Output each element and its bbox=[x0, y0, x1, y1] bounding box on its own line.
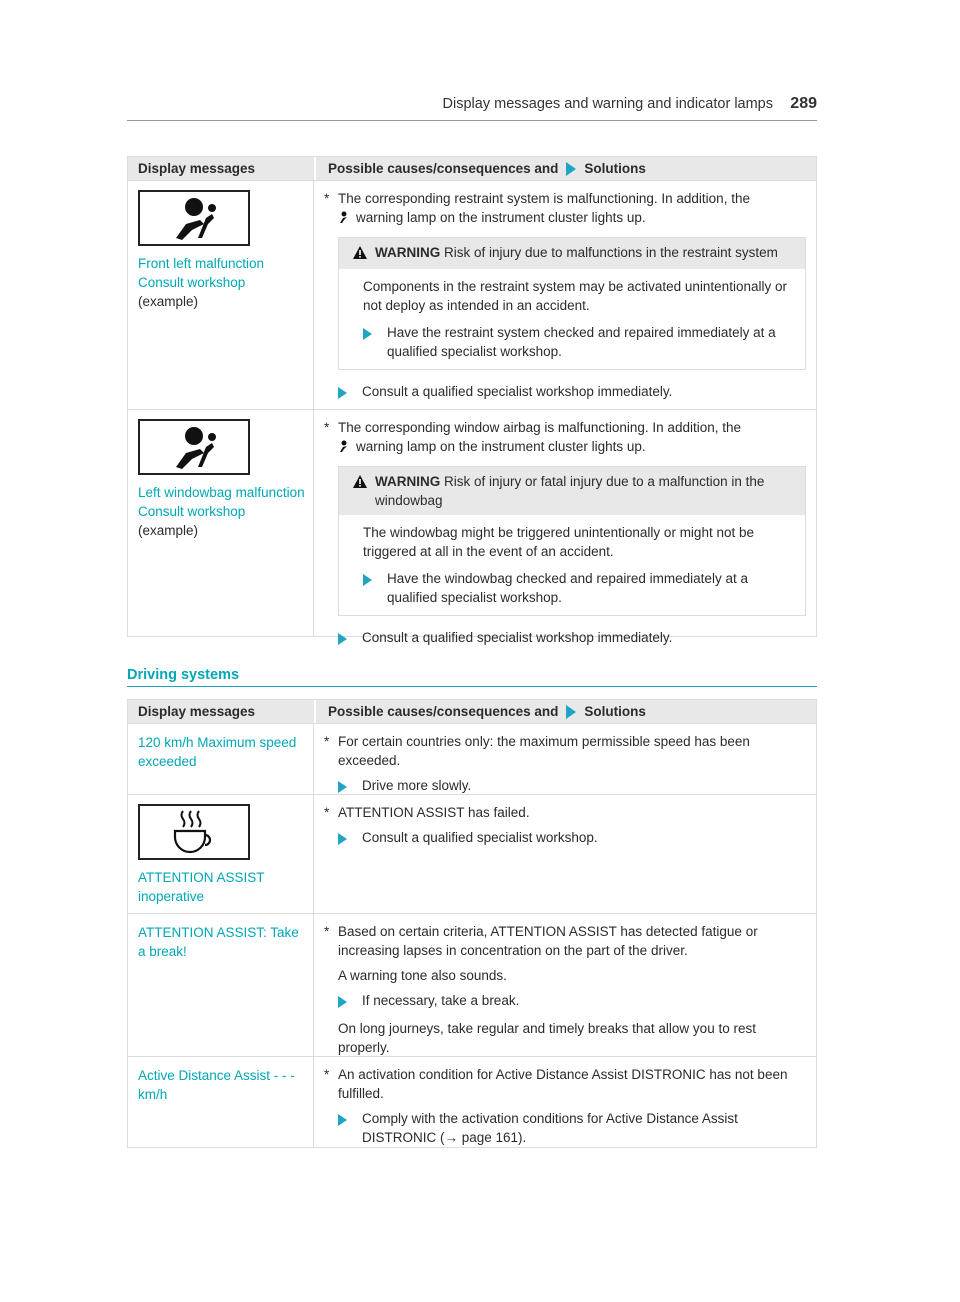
step-arrow-icon bbox=[338, 628, 362, 650]
message-text: ATTENTION ASSIST: Take a break! bbox=[138, 925, 299, 959]
airbag-warning-icon bbox=[138, 190, 250, 246]
table-row: ATTENTION ASSIST: Take a break! * Based on certain criteria, ATTENTION ASSIST has detected fatigue or increasing lapses in concentration on the part of the driver. A warning tone also sounds. If necessary, take a break. On long journeys, take regular and timely breaks that allow you to rest properly. bbox=[128, 913, 816, 1056]
coffee-cup-icon bbox=[138, 804, 250, 860]
warning-box: WARNING Risk of injury due to malfunctions in the restraint system Components in the restraint system may be activated unintentionally or not deploy as intended in an accident. Have the restraint system checked and repaired immediately at a qualified specialist workshop. bbox=[338, 237, 806, 370]
warning-triangle-icon bbox=[353, 472, 375, 510]
warning-triangle-icon bbox=[353, 243, 375, 264]
warning-box: WARNING Risk of injury or fatal injury due to a malfunction in the windowbag The windowbag might be triggered unintentionally or might not be triggered at all in the event of an accident. Have the windowbag checked and repaired immediately at a qualified specialist workshop. bbox=[338, 466, 806, 616]
restraint-table bbox=[127, 156, 817, 645]
step-arrow-icon bbox=[338, 828, 362, 850]
header-title: Display messages and warning and indicator lamps bbox=[442, 96, 773, 112]
table-row: ATTENTION ASSIST inoperative * ATTENTION ASSIST has failed. Consult a qualified specialist workshop. bbox=[128, 794, 816, 913]
message-text: Front left malfunction Consult workshop bbox=[138, 256, 265, 290]
message-text: Active Distance Assist - - - km/h bbox=[138, 1068, 295, 1102]
step-arrow-icon bbox=[363, 569, 387, 607]
col-causes-solutions: Possible causes/consequences and Solutions bbox=[314, 700, 816, 723]
airbag-warning-icon bbox=[138, 419, 250, 475]
step-arrow-icon bbox=[338, 1109, 362, 1147]
table-row: Front left malfunction Consult workshop (example) * The corresponding restraint system is malfunctioning. In addition, the warning lamp on the instrument cluster lights up. WARNING Risk of injury due to malfunctions in the restraint system Components in the restraint system may be activated unintentionally or not deploy as intended in an accident. Have the restraint system checked and repaired immediately at a qualified specialist workshop. Consult a qualified specialist workshop immediately. bbox=[128, 180, 816, 409]
col-causes-solutions: Possible causes/consequences and Solutions bbox=[314, 157, 816, 180]
col-display-messages: Display messages bbox=[138, 161, 256, 176]
step-arrow-icon bbox=[363, 323, 387, 361]
page-number: 289 bbox=[790, 95, 817, 112]
table-row: Active Distance Assist - - - km/h * An activation condition for Active Distance Assist DISTRONIC has not been fulfilled. Comply with the activation conditions for Active Distance Assist DISTRONIC (→ page 161). bbox=[128, 1056, 816, 1147]
col-display-messages: Display messages bbox=[138, 704, 256, 719]
message-text: ATTENTION ASSIST inoperative bbox=[138, 870, 265, 904]
message-text: 120 km/h Maximum speed exceeded bbox=[138, 735, 297, 769]
solutions-arrow-icon bbox=[566, 705, 576, 719]
step-arrow-icon bbox=[338, 382, 362, 404]
airbag-lamp-icon bbox=[338, 211, 350, 223]
page-header bbox=[127, 96, 817, 121]
table-row: 120 km/h Maximum speed exceeded * For certain countries only: the maximum permissible speed has been exceeded. Drive more slowly. bbox=[128, 723, 816, 794]
table-header bbox=[128, 157, 816, 180]
page-reference-link[interactable]: Comply with the activation conditions for Active Distance Assist DISTRONIC (→ page 161). bbox=[362, 1111, 738, 1145]
driving-table bbox=[127, 699, 817, 1148]
airbag-lamp-icon bbox=[338, 440, 350, 452]
solutions-arrow-icon bbox=[566, 162, 576, 176]
table-row: Left windowbag malfunction Consult workshop (example) * The corresponding window airbag is malfunctioning. In addition, the warning lamp on the instrument cluster lights up. WARNING Risk of injury or fatal injury due to a malfunction in the windowbag The windowbag might be triggered unintentionally or might not be triggered at all in the event of an accident. Have the windowbag checked and repaired immediately at a qualified specialist workshop. Consult a qualified specialist workshop immediately. bbox=[128, 409, 816, 636]
step-arrow-icon bbox=[338, 991, 362, 1013]
section-title: Driving systems bbox=[127, 667, 817, 687]
message-text: Left windowbag malfunction Consult workshop bbox=[138, 485, 305, 519]
table-header bbox=[128, 700, 816, 723]
